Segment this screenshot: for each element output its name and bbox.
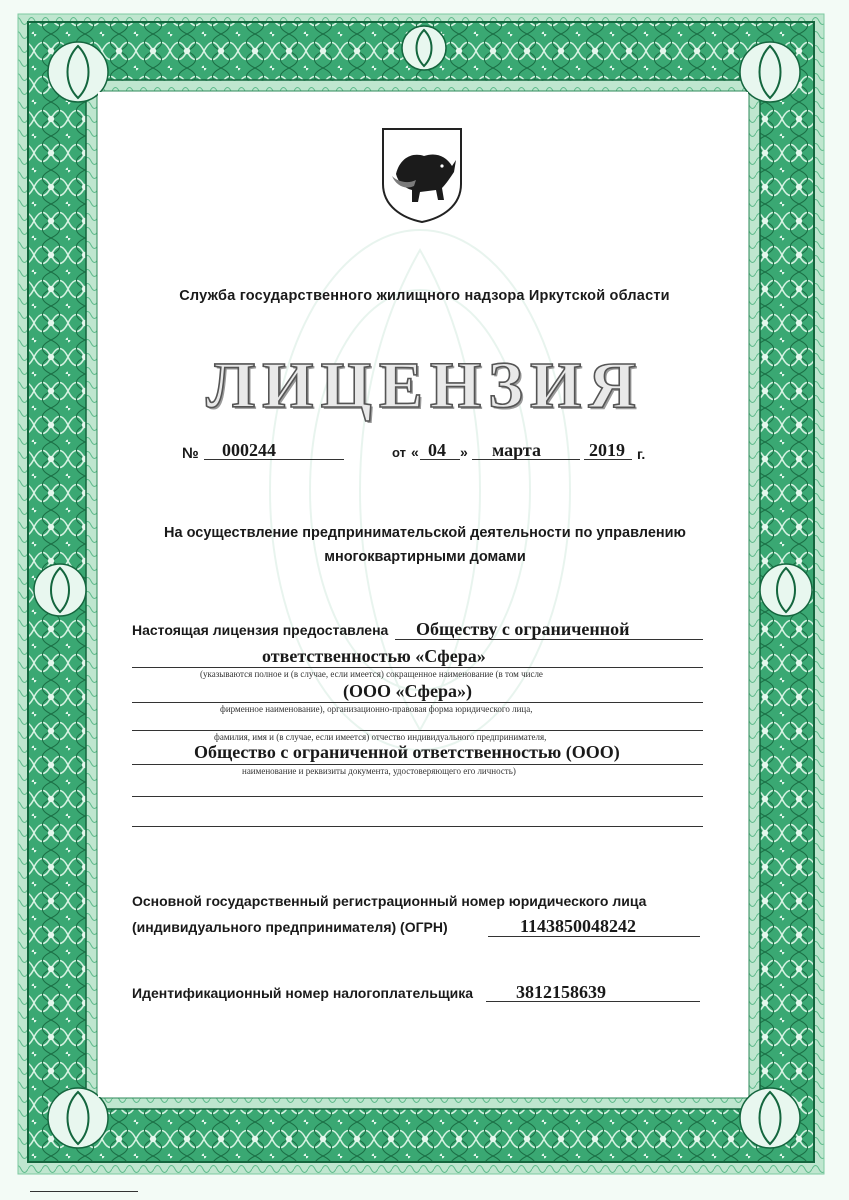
license-number: 000244 bbox=[222, 440, 276, 460]
day-underline bbox=[420, 459, 460, 460]
date-day: 04 bbox=[428, 440, 446, 460]
grantee-legal-form: Общество с ограниченной ответственностью (ООО) bbox=[194, 742, 620, 762]
grantee-hint-4: наименование и реквизиты документа, удостоверяющего его личность) bbox=[242, 766, 516, 776]
grantee-underline-3 bbox=[132, 702, 703, 703]
inn-value: 3812158639 bbox=[516, 982, 606, 1002]
grantee-hint-3: фамилия, имя и (в случае, если имеется) отчество индивидуального предпринимателя, bbox=[214, 732, 547, 742]
grantee-underline-4 bbox=[132, 730, 703, 731]
grantee-underline-7 bbox=[132, 826, 703, 827]
date-from-label: от bbox=[392, 445, 406, 460]
grantee-label: Настоящая лицензия предоставлена bbox=[132, 622, 389, 638]
irkutsk-coat-of-arms-icon bbox=[380, 126, 464, 224]
ogrn-label-line2: (индивидуального предпринимателя) (ОГРН) bbox=[132, 919, 448, 935]
ogrn-value: 1143850048242 bbox=[520, 916, 637, 936]
grantee-underline-6 bbox=[132, 796, 703, 797]
month-underline bbox=[472, 459, 580, 460]
ogrn-underline bbox=[488, 936, 700, 937]
grantee-hint-1: (указываются полное и (в случае, если имеется) сокращенное наименование (в том числе bbox=[200, 669, 543, 679]
date-month: марта bbox=[492, 440, 541, 460]
grantee-underline-2 bbox=[132, 667, 703, 668]
grantee-short-name: (ООО «Сфера») bbox=[343, 681, 472, 701]
grantee-name-line2: ответственностью «Сфера» bbox=[262, 646, 486, 666]
license-activity: На осуществление предпринимательской деятельности по управлению многоквартирными домами bbox=[164, 525, 686, 565]
date-year: 2019 bbox=[589, 440, 625, 460]
number-underline bbox=[204, 459, 344, 460]
inn-underline bbox=[486, 1001, 700, 1002]
page-bottom-rule bbox=[30, 1191, 138, 1192]
grantee-hint-2: фирменное наименование), организационно-правовая форма юридического лица, bbox=[220, 704, 533, 714]
grantee-name-line1: Обществу с ограниченной bbox=[416, 619, 630, 639]
year-underline bbox=[584, 459, 632, 460]
document-title: ЛИЦЕНЗИЯ bbox=[205, 349, 644, 422]
date-quote-close: » bbox=[460, 444, 468, 460]
issuer-name: Служба государственного жилищного надзора Иркутской области bbox=[179, 288, 670, 304]
ogrn-label-line1: Основной государственный регистрационный номер юридического лица bbox=[132, 893, 647, 909]
grantee-underline-1 bbox=[395, 639, 703, 640]
inn-label: Идентификационный номер налогоплательщика bbox=[132, 985, 474, 1001]
date-quote-open: « bbox=[411, 444, 419, 460]
grantee-underline-5 bbox=[132, 764, 703, 765]
date-year-suffix: г. bbox=[637, 446, 646, 462]
number-prefix: № bbox=[182, 445, 199, 462]
